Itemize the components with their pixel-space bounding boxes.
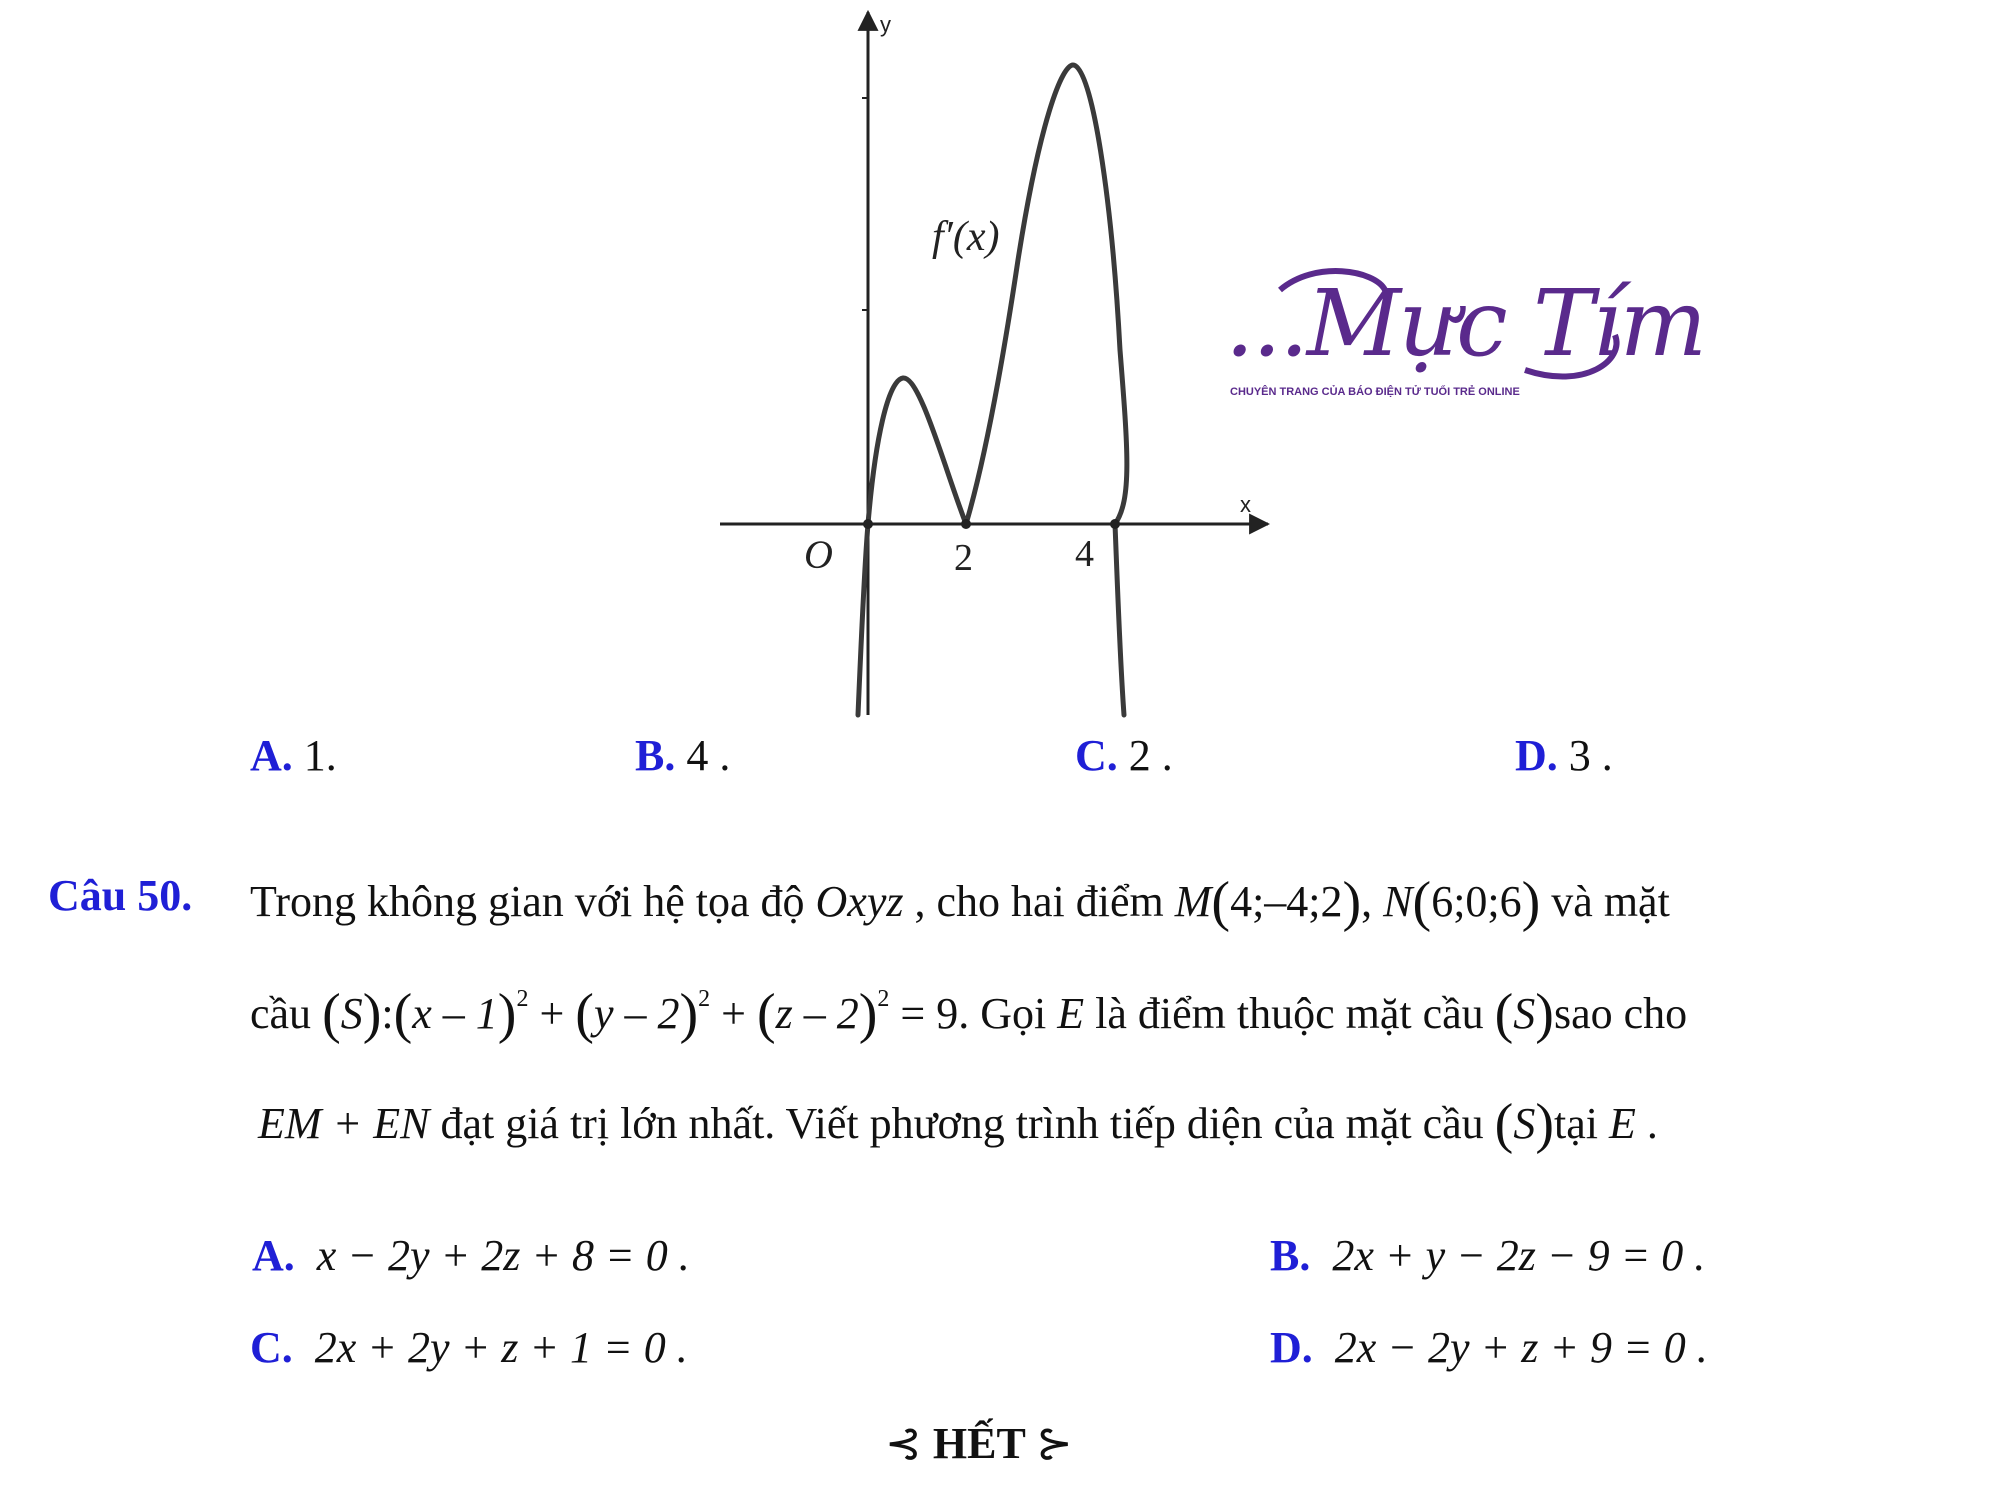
prev-answer-d: [1515, 730, 1613, 781]
ornament-left-icon: ⊰: [885, 1418, 922, 1469]
text: :: [381, 989, 394, 1038]
exponent: 2: [516, 986, 529, 1012]
sphere-s: S: [1513, 989, 1536, 1038]
term-y: y – 2: [593, 989, 680, 1038]
text: cầu: [250, 989, 323, 1038]
origin-point: [863, 519, 873, 529]
sphere-s: S: [1513, 1099, 1536, 1148]
prev-answer-a: [250, 730, 337, 781]
point-n: N: [1383, 877, 1413, 926]
curve-label: f′(x): [932, 214, 1000, 260]
prev-answer-value: 3 .: [1568, 731, 1613, 780]
option-letter: A.: [252, 1231, 295, 1280]
text: ,: [1361, 877, 1384, 926]
sphere-s: S: [340, 989, 363, 1038]
option-letter: D.: [1270, 1323, 1313, 1372]
text: = 9: [889, 989, 959, 1038]
point-x2: [961, 519, 971, 529]
point-x4: [1110, 519, 1120, 529]
prev-answer-letter: C.: [1075, 731, 1118, 780]
option-expr: 2x + y − 2z − 9 = 0 .: [1332, 1231, 1706, 1280]
prev-answer-value: 1.: [303, 731, 337, 780]
option-expr: 2x − 2y + z + 9 = 0 .: [1334, 1323, 1708, 1372]
text: đạt giá trị lớn nhất. Viết phương trình tiếp diện của mặt cầu: [429, 1099, 1495, 1148]
text: . Gọi: [958, 989, 1058, 1038]
question-line-1: Trong không gian với hệ tọa độ Oxyz , cho hai điểm M(4;–4;2), N(6;0;6) và mặt: [250, 871, 1670, 933]
tick-label-4: 4: [1075, 533, 1094, 575]
ornament-right-icon: ⊱: [1036, 1418, 1073, 1469]
text: sao cho: [1553, 989, 1688, 1038]
option-expr: 2x + 2y + z + 1 = 0 .: [314, 1323, 688, 1372]
y-axis-label: y: [880, 12, 891, 37]
point-n-coords: 6;0;6: [1431, 877, 1522, 926]
text: là điểm thuộc mặt cầu: [1084, 989, 1495, 1038]
option-a: [252, 1230, 690, 1281]
text: tại: [1553, 1099, 1609, 1148]
watermark-brand: ...Mực Tím: [1225, 270, 1705, 377]
derivative-graph: [700, 0, 1300, 730]
f-prime-curve: [858, 65, 1127, 715]
prev-answer-value: 2 .: [1128, 731, 1173, 780]
term-x: x – 1: [412, 989, 498, 1038]
question-line-2: cầu (S):(x – 1)$^2$ + (y – 2)$^2$ + (z – 2)$^2$ = 9. Gọi E là điểm thuộc mặt cầu (S)sao cho: [250, 983, 1688, 1045]
term-z: z – 2: [775, 989, 859, 1038]
text: .: [1635, 1099, 1658, 1148]
point-e: E: [1057, 989, 1085, 1038]
exponent: 2: [877, 986, 890, 1012]
option-letter: B.: [1270, 1231, 1311, 1280]
option-letter: C.: [250, 1323, 293, 1372]
option-c: [250, 1322, 688, 1373]
text: và mặt: [1540, 877, 1670, 926]
watermark-logo: [1225, 250, 1705, 400]
origin-label: O: [804, 532, 833, 577]
question-number: Câu 50.: [48, 871, 193, 920]
prev-answer-letter: A.: [250, 731, 293, 780]
prev-answer-letter: D.: [1515, 731, 1558, 780]
prev-answer-c: [1075, 730, 1173, 781]
point-e: E: [1608, 1099, 1636, 1148]
option-d: [1270, 1322, 1708, 1373]
text: +: [710, 989, 757, 1038]
text: +: [528, 989, 576, 1038]
expression: EM + EN: [258, 1099, 430, 1148]
end-mark: [885, 1418, 1073, 1469]
option-b: [1270, 1230, 1705, 1281]
point-m: M: [1174, 877, 1212, 926]
exponent: 2: [698, 986, 711, 1012]
option-expr: x − 2y + 2z + 8 = 0 .: [316, 1231, 690, 1280]
question-line-3: EM + EN đạt giá trị lớn nhất. Viết phương trình tiếp diện của mặt cầu (S)tại E .: [258, 1093, 1658, 1155]
watermark-tagline: CHUYÊN TRANG CỦA BÁO ĐIỆN TỬ TUỔI TRẺ ONLINE: [1230, 386, 1520, 398]
x-axis-label: x: [1240, 492, 1251, 517]
text: Trong không gian với hệ tọa độ: [250, 877, 816, 926]
prev-answer-value: 4 .: [686, 731, 731, 780]
oxyz: Oxyz: [815, 877, 904, 926]
text: , cho hai điểm: [903, 877, 1175, 926]
end-text: HẾT: [932, 1419, 1025, 1468]
point-m-coords: 4;–4;2: [1230, 877, 1343, 926]
tick-label-2: 2: [954, 537, 973, 579]
prev-answer-letter: B.: [635, 731, 676, 780]
prev-answer-b: [635, 730, 730, 781]
